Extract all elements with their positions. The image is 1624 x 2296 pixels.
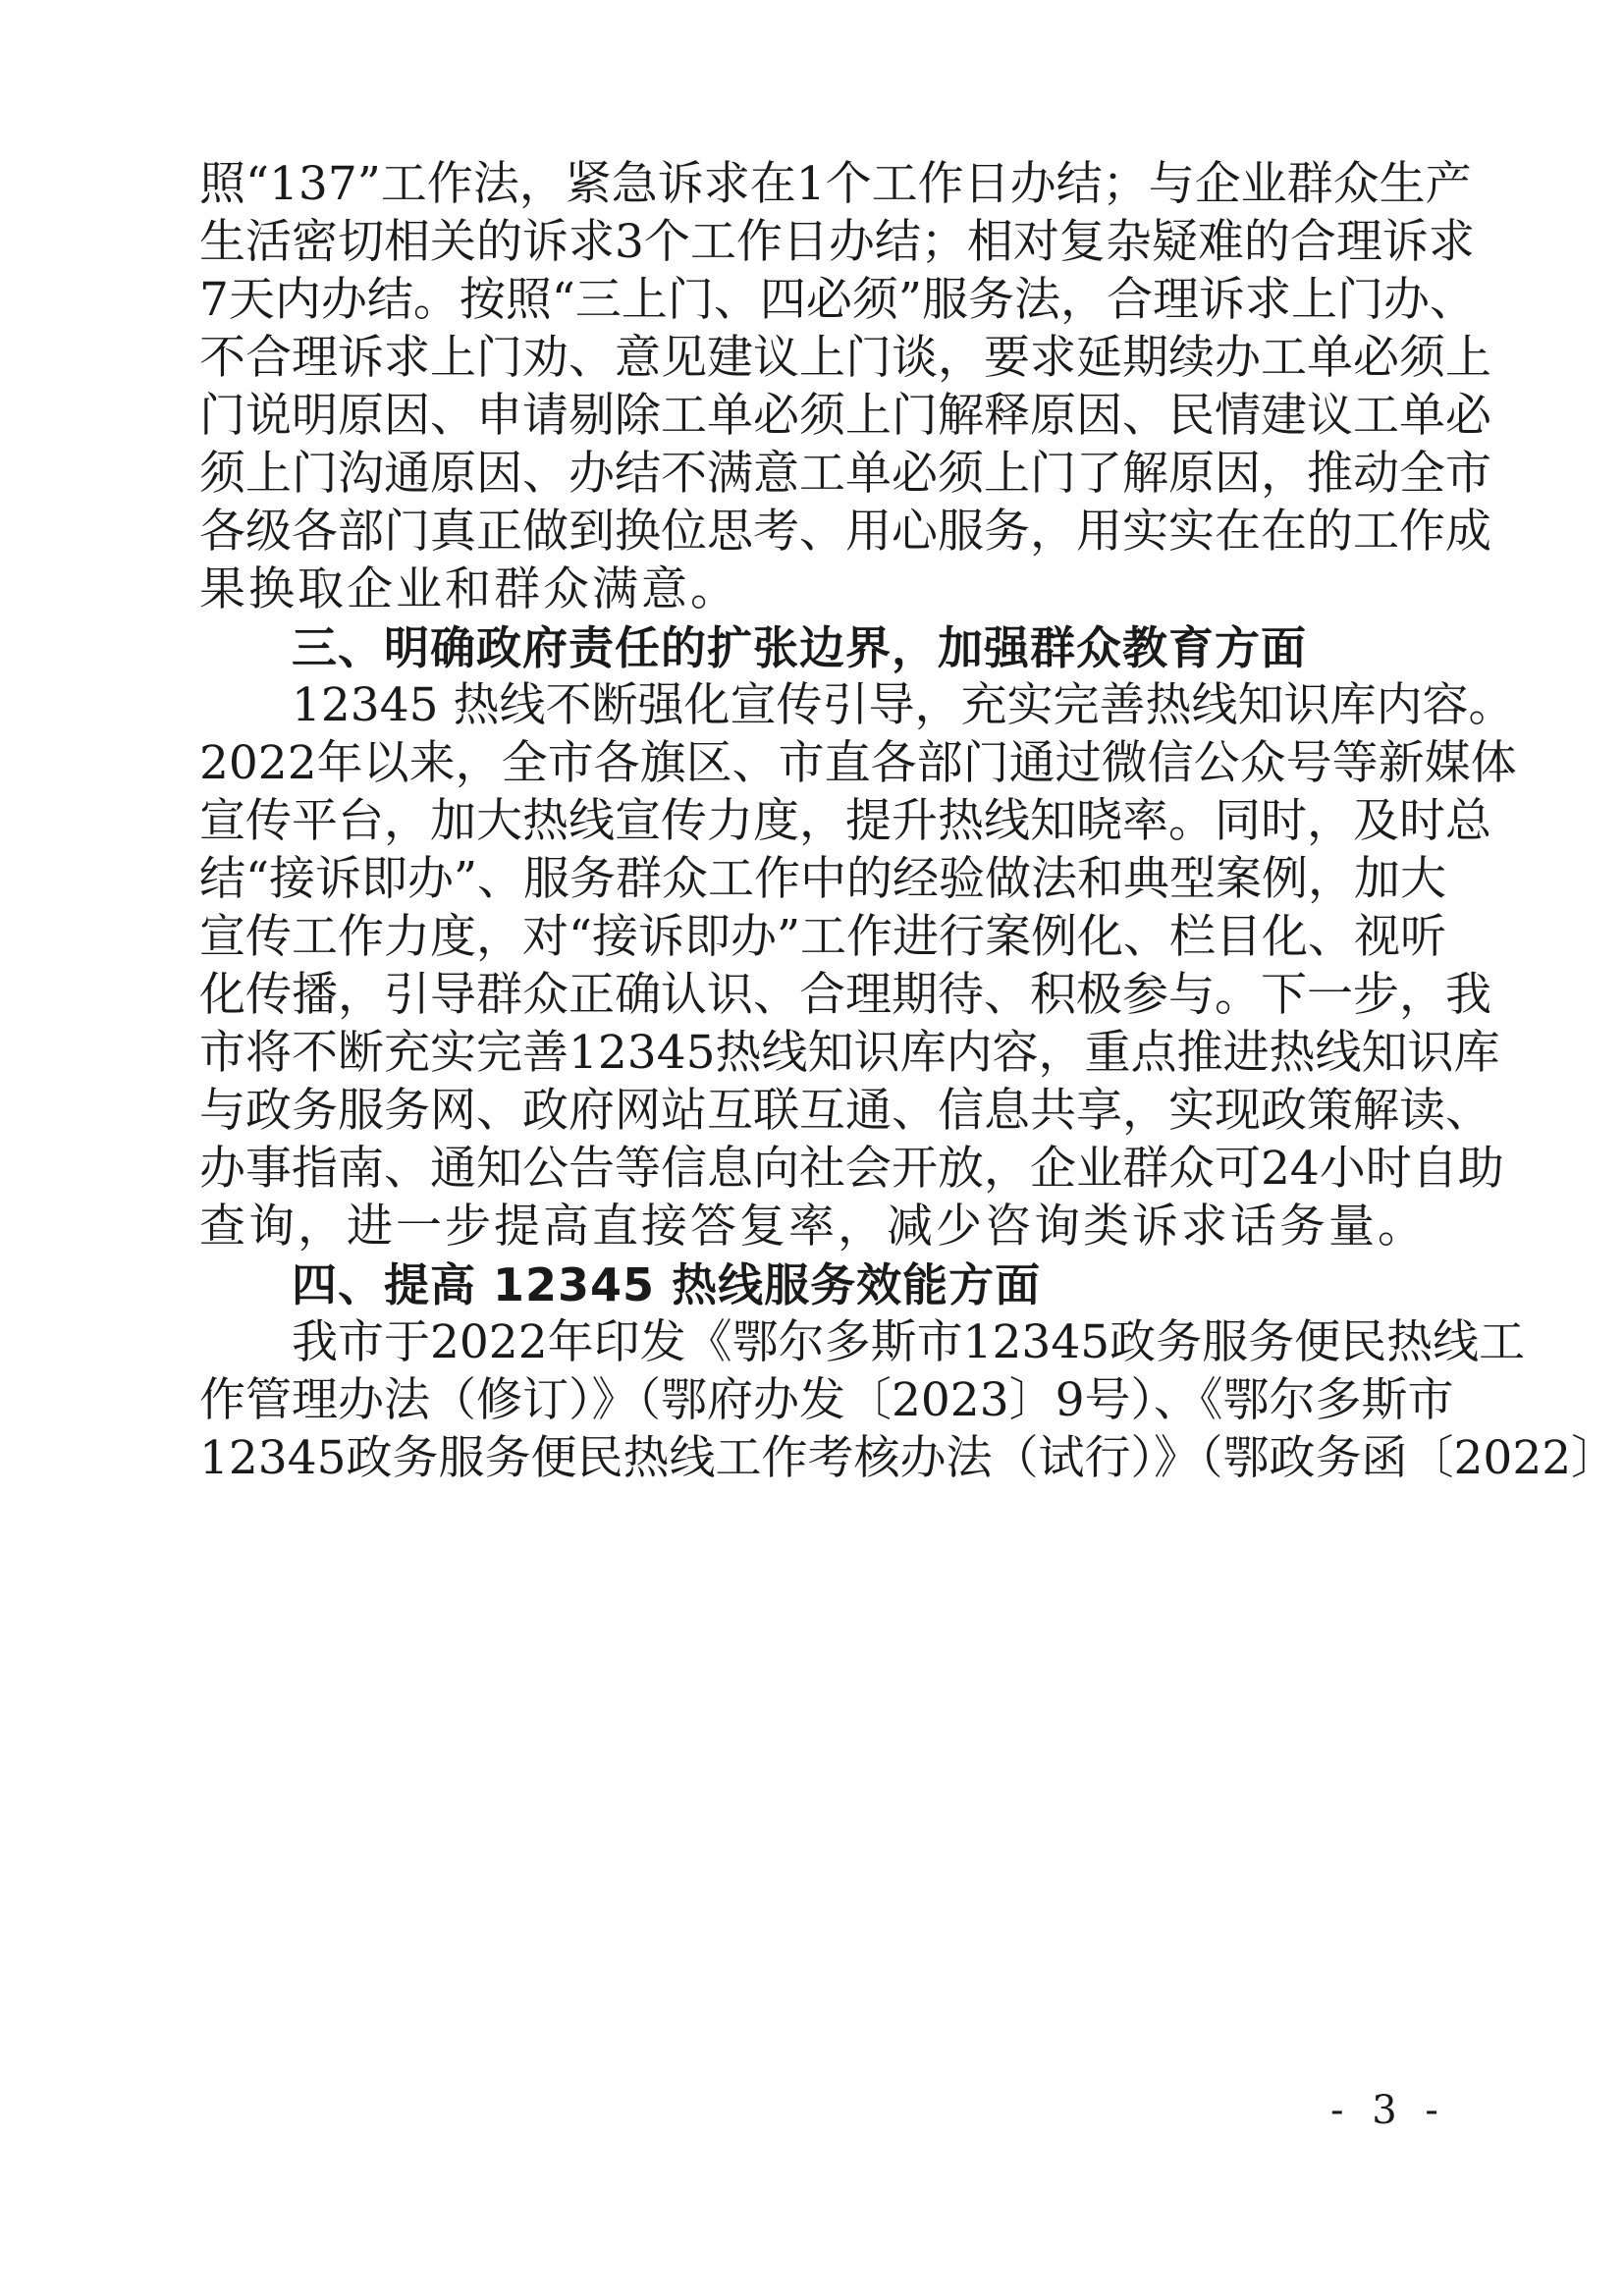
paragraph-line: 市将不断充实完善12345热线知识库内容，重点推进热线知识库 bbox=[199, 1026, 1500, 1080]
paragraph-line: 12345 热线不断强化宣传引导，充实完善热线知识库内容。 bbox=[292, 678, 1515, 732]
paragraph-line: 门说明原因、申请剔除工单必须上门解释原因、民情建议工单必 bbox=[199, 389, 1491, 443]
paragraph-line: 2022年以来，全市各旗区、市直各部门通过微信公众号等新媒体 bbox=[199, 736, 1517, 790]
section-heading-3: 三、明确政府责任的扩张边界，加强群众教育方面 bbox=[292, 621, 1307, 674]
section-heading-4: 四、提高 12345 热线服务效能方面 bbox=[292, 1258, 1042, 1311]
paragraph-line: 照“137”工作法，紧急诉求在1个工作日办结；与企业群众生产 bbox=[199, 157, 1472, 211]
paragraph-line: 须上门沟通原因、办结不满意工单必须上门了解原因，推动全市 bbox=[199, 447, 1491, 501]
paragraph-line: 我市于2022年印发《鄂尔多斯市12345政务服务便民热线工 bbox=[292, 1315, 1526, 1369]
paragraph-line: 宣传工作力度，对“接诉即办”工作进行案例化、栏目化、视听 bbox=[199, 910, 1447, 964]
page-number: - 3 - bbox=[1330, 2088, 1446, 2133]
paragraph-line: 各级各部门真正做到换位思考、用心服务，用实实在在的工作成 bbox=[199, 505, 1491, 559]
paragraph-line: 办事指南、通知公告等信息向社会开放，企业群众可24小时自助 bbox=[199, 1142, 1504, 1196]
paragraph-line: 与政务服务网、政府网站互联互通、信息共享，实现政策解读、 bbox=[199, 1084, 1491, 1138]
paragraph-line: 12345政务服务便民热线工作考核办法（试行）》（鄂政务函〔2022〕 bbox=[199, 1431, 1618, 1485]
paragraph-line: 查询，进一步提高直接答复率，减少咨询类诉求话务量。 bbox=[199, 1200, 1427, 1254]
paragraph-line: 化传播，引导群众正确认识、合理期待、积极参与。下一步，我 bbox=[199, 968, 1491, 1022]
paragraph-line: 果换取企业和群众满意。 bbox=[199, 562, 739, 616]
paragraph-line: 作管理办法（修订）》（鄂府办发〔2023〕9号）、《鄂尔多斯市 bbox=[199, 1373, 1454, 1427]
paragraph-line: 结“接诉即办”、服务群众工作中的经验做法和典型案例，加大 bbox=[199, 852, 1447, 906]
paragraph-line: 生活密切相关的诉求3个工作日办结；相对复杂疑难的合理诉求 bbox=[199, 215, 1475, 269]
paragraph-line: 7天内办结。按照“三上门、四必须”服务法，合理诉求上门办、 bbox=[199, 273, 1476, 327]
paragraph-line: 不合理诉求上门劝、意见建议上门谈，要求延期续办工单必须上 bbox=[199, 331, 1491, 385]
paragraph-line: 宣传平台，加大热线宣传力度，提升热线知晓率。同时，及时总 bbox=[199, 794, 1491, 848]
